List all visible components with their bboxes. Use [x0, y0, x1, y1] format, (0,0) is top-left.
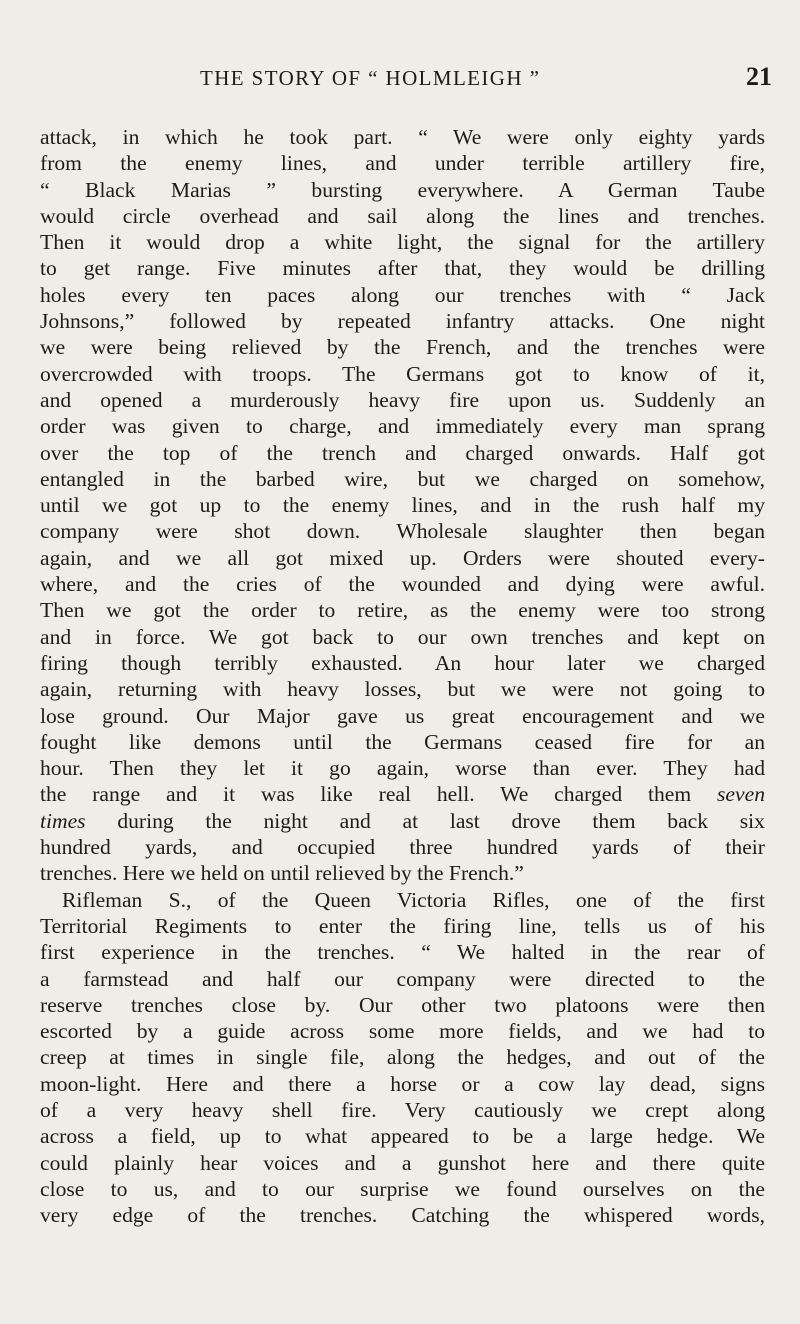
- text-line: overcrowded with troops. The Germans got to know of it,: [40, 361, 765, 386]
- italic-word: times: [40, 808, 86, 833]
- text-line: reserve trenches close by. Our other two platoons were then: [40, 992, 765, 1017]
- text-line: would circle overhead and sail along the lines and trenches.: [40, 203, 765, 228]
- text-line: firing though terribly exhausted. An hour later we charged: [40, 650, 765, 675]
- text-line: “ Black Marias ” bursting everywhere. A German Taube: [40, 177, 765, 202]
- text-line: escorted by a guide across some more fields, and we had to: [40, 1019, 765, 1044]
- text-line: we were being relieved by the French, and the trenches were: [40, 335, 765, 360]
- text-line: and opened a murderously heavy fire upon us. Suddenly an: [40, 387, 765, 412]
- text-line: hour. Then they let it go again, worse than ever. They had: [40, 756, 765, 781]
- text-line-part: during the night and at last drove them back six: [117, 808, 765, 833]
- text-line: close to us, and to our surprise we found ourselves on the: [40, 1176, 765, 1201]
- text-line: and in force. We got back to our own trenches and kept on: [40, 624, 765, 649]
- text-line: Then we got the order to retire, as the enemy were too strong: [40, 598, 765, 623]
- text-line: Then it would drop a white light, the signal for the artillery: [40, 230, 765, 255]
- text-line: Johnsons,” followed by repeated infantry attacks. One night: [40, 309, 765, 334]
- text-line: of a very heavy shell fire. Very cautiously we crept along: [40, 1097, 765, 1122]
- text-line: a farmstead and half our company were directed to the: [40, 966, 765, 991]
- text-line: fought like demons until the Germans ceased fire for an: [40, 729, 765, 754]
- text-line: where, and the cries of the wounded and dying were awful.: [40, 572, 765, 597]
- text-line: again, returning with heavy losses, but we were not going to: [40, 677, 765, 702]
- text-line: very edge of the trenches. Catching the whispered words,: [40, 1203, 765, 1228]
- text-line: lose ground. Our Major gave us great encouragement and we: [40, 703, 765, 728]
- text-line: until we got up to the enemy lines, and in the rush half my: [40, 493, 765, 518]
- text-line-with-italic: [40, 808, 765, 834]
- text-line: across a field, up to what appeared to be a large hedge. We: [40, 1124, 765, 1149]
- text-line: from the enemy lines, and under terrible artillery fire,: [40, 151, 765, 176]
- text-line: trenches. Here we held on until relieved by the French.”: [40, 861, 524, 886]
- body-text: [40, 124, 765, 1228]
- text-line: over the top of the trench and charged onwards. Half got: [40, 440, 765, 465]
- text-line: Rifleman S., of the Queen Victoria Rifles, one of the first: [62, 887, 765, 912]
- text-line: company were shot down. Wholesale slaughter then began: [40, 519, 765, 544]
- text-line: moon-light. Here and there a horse or a cow lay dead, signs: [40, 1071, 765, 1096]
- text-line: creep at times in single file, along the hedges, and out of the: [40, 1045, 765, 1070]
- text-line: could plainly hear voices and a gunshot here and there quite: [40, 1150, 765, 1175]
- text-line: hundred yards, and occupied three hundred yards of their: [40, 835, 765, 860]
- text-line: holes every ten paces along our trenches with “ Jack: [40, 282, 765, 307]
- running-title: THE STORY OF “ HOLMLEIGH ”: [200, 66, 541, 90]
- italic-word: seven: [717, 782, 765, 807]
- text-line-with-italic: [40, 781, 765, 807]
- text-line: first experience in the trenches. “ We halted in the rear of: [40, 940, 765, 965]
- text-line: order was given to charge, and immediately every man sprang: [40, 414, 765, 439]
- text-line: to get range. Five minutes after that, they would be drilling: [40, 256, 765, 281]
- text-line-part: the range and it was like real hell. We charged them: [40, 782, 692, 807]
- text-line: again, and we all got mixed up. Orders were shouted every-: [40, 545, 765, 570]
- text-line: entangled in the barbed wire, but we charged on somehow,: [40, 466, 765, 491]
- text-line: attack, in which he took part. “ We were only eighty yards: [40, 125, 765, 149]
- text-line: Territorial Regiments to enter the firing line, tells us of his: [40, 913, 765, 938]
- page-number: 21: [746, 62, 772, 91]
- running-header: [0, 62, 800, 96]
